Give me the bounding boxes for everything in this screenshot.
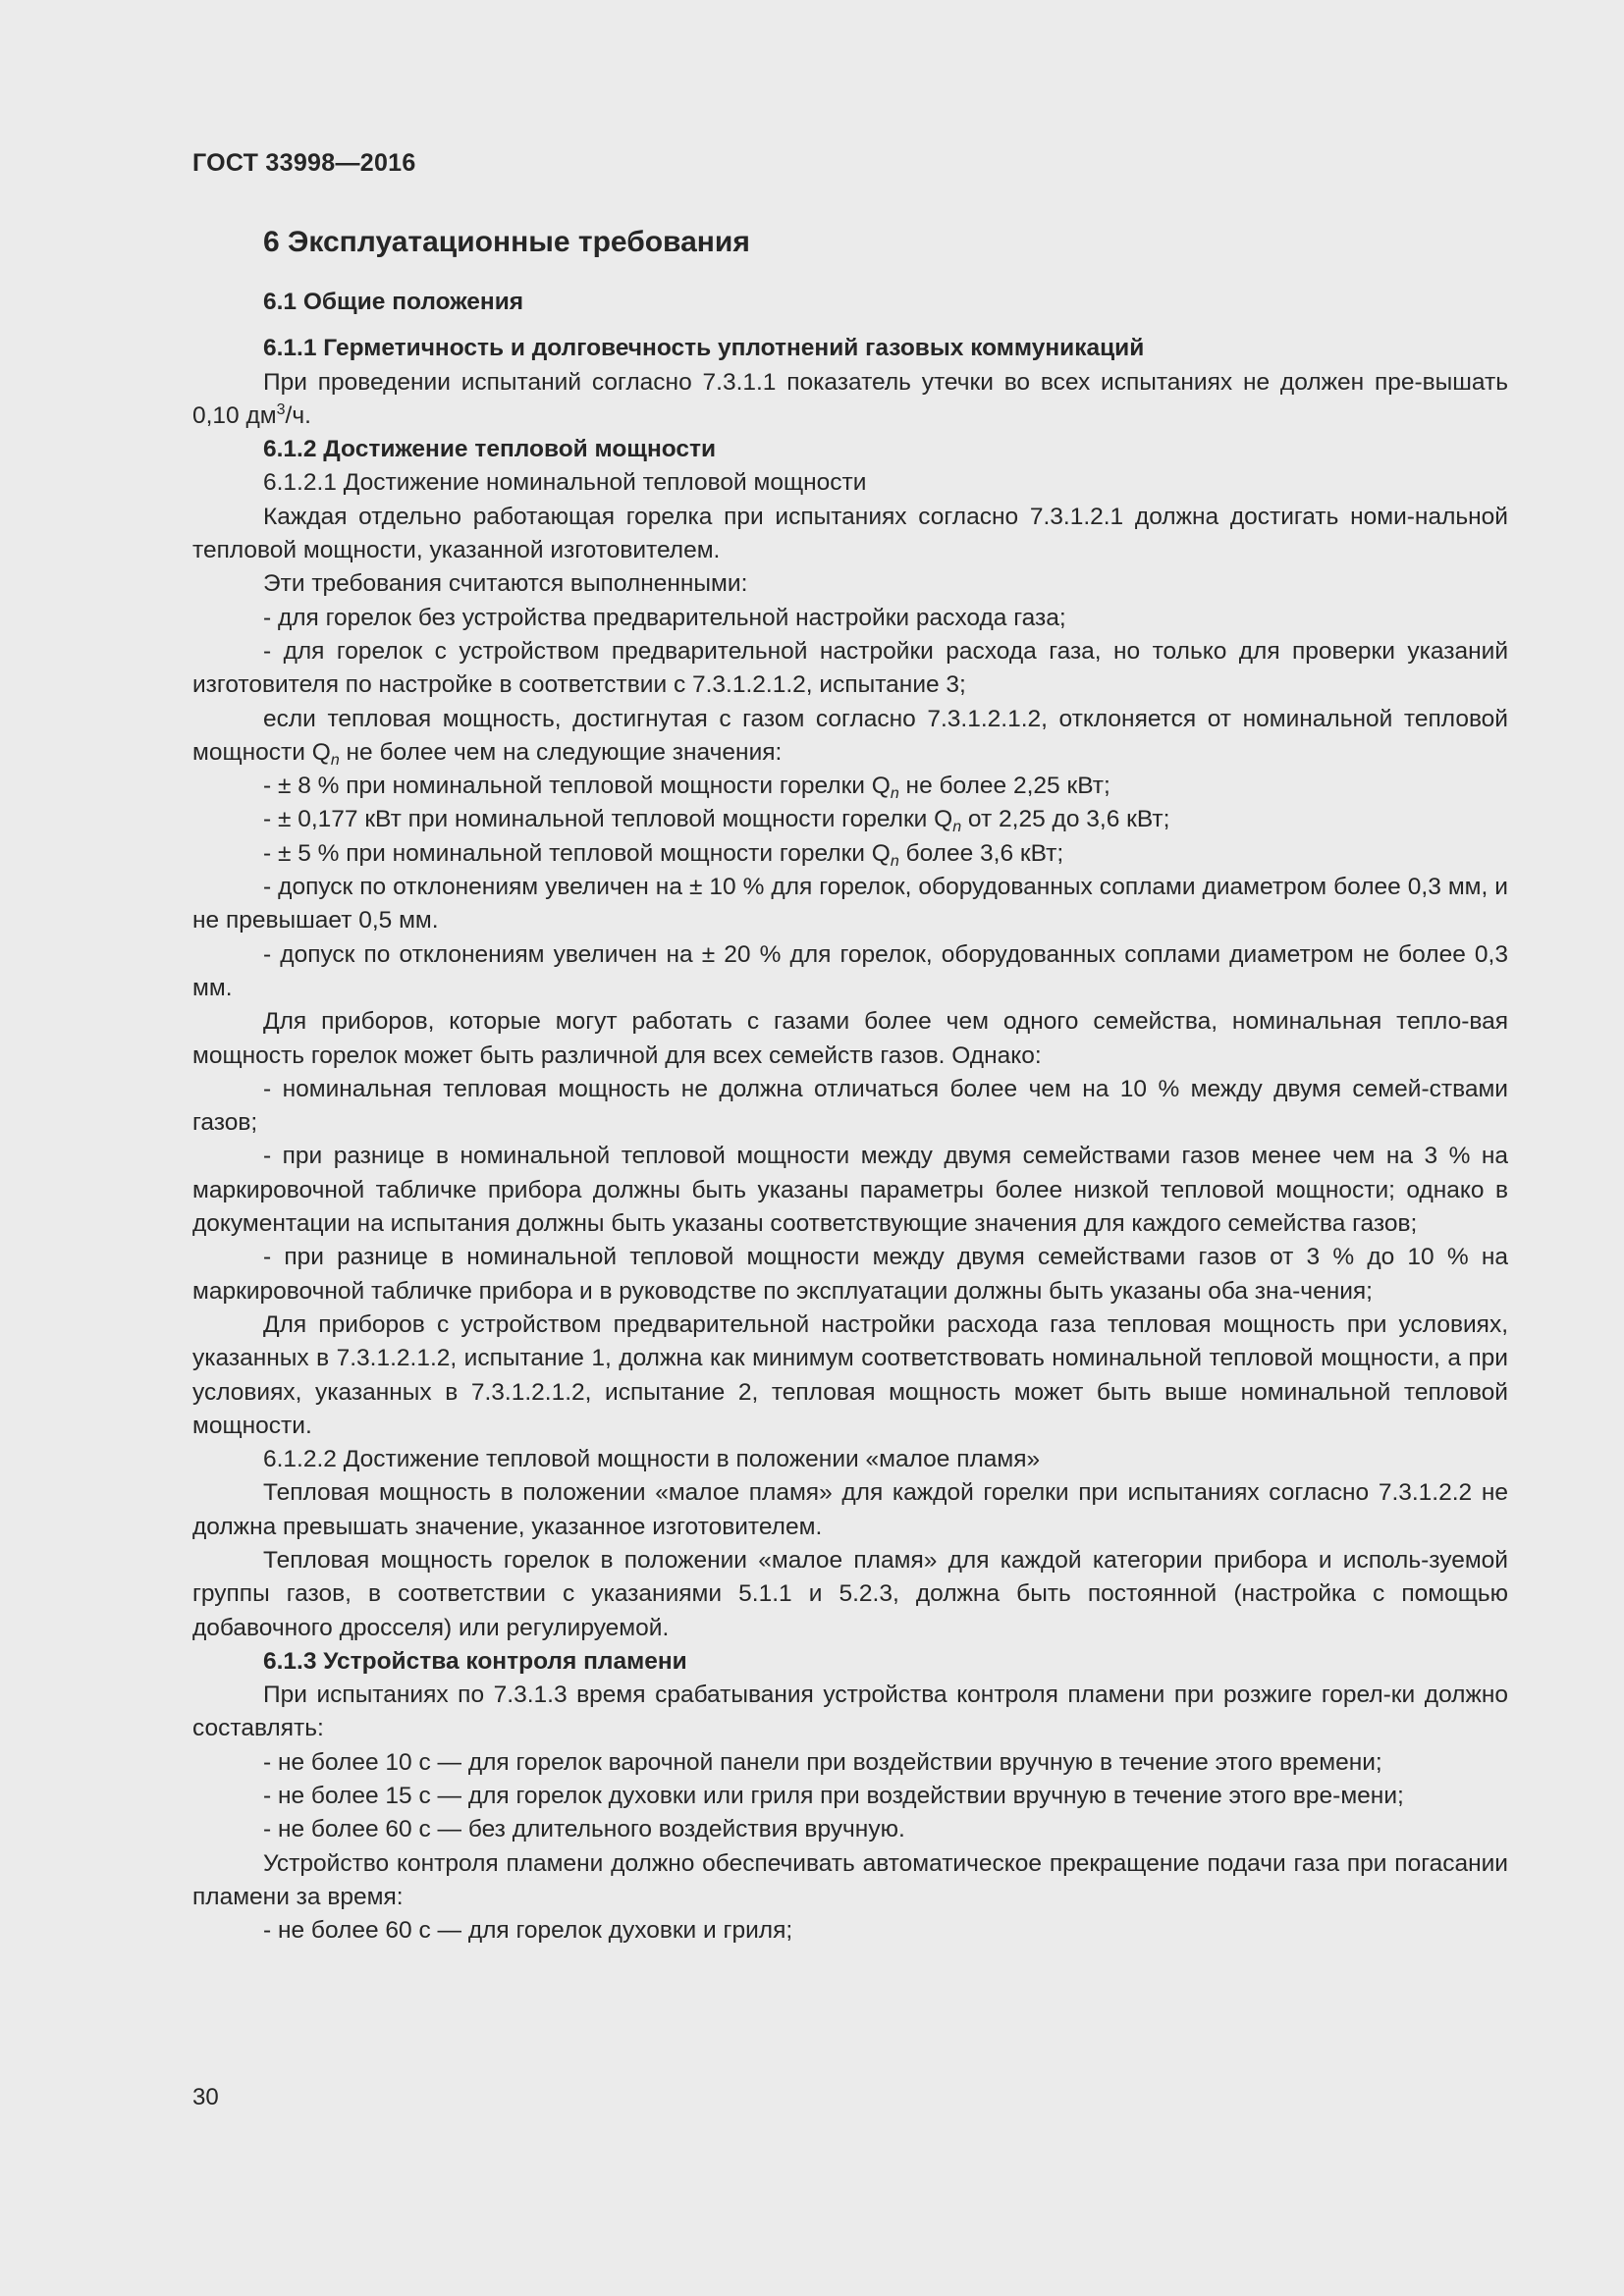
subsection-6-1-title: 6.1 Общие положения: [263, 289, 524, 315]
clause-6-1-2-title: 6.1.2 Достижение тепловой мощности: [263, 436, 717, 463]
list-item: - для горелок с устройством предварительной настройки расхода газа, но только для проверки указаний изготовителя по настройке в соответствии с 7.3.1.2.1.2, испытание 3;: [192, 637, 1508, 699]
paragraph: Эти требования считаются выполненными:: [263, 570, 748, 598]
list-item: - не более 60 с — для горелок духовки и гриля;: [263, 1917, 793, 1945]
clause-6-1-3-title: 6.1.3 Устройства контроля пламени: [263, 1647, 687, 1675]
list-item: - при разнице в номинальной тепловой мощности между двумя семействами газов от 3 % до 10 % на маркировочной табличке прибора и в руководстве по эксплуатации должны быть указаны оба зна-чения;: [192, 1244, 1508, 1305]
list-item: - ± 5 % при номинальной тепловой мощности горелки $Q_n$ более 3,6 кВт;: [263, 839, 1064, 870]
list-item: - при разнице в номинальной тепловой мощности между двумя семействами газов менее чем на 3 % на маркировочной табличке прибора должны быть указаны параметры более низкой тепловой мощности; однако в документации на испытания должны быть указаны соответствующие значения для каждого семейства газов;: [192, 1143, 1508, 1238]
paragraph: Тепловая мощность горелок в положении «малое пламя» для каждой категории прибора и исполь-зуемой группы газов, в соответствии с указаниями 5.1.1 и 5.2.3, должна быть постоянной (настройка с помощью добавочного дросселя) или регулируемой.: [192, 1546, 1508, 1641]
paragraph: При испытаниях по 7.3.1.3 время срабатывания устройства контроля пламени при розжиге горел-ки должно составлять:: [192, 1682, 1508, 1742]
page-number: 30: [192, 2084, 219, 2110]
paragraph: Устройство контроля пламени должно обеспечивать автоматическое прекращение подачи газа при погасании пламени за время:: [192, 1849, 1508, 1910]
clause-6-1-2-2-title: 6.1.2.2 Достижение тепловой мощности в положении «малое пламя»: [263, 1446, 1041, 1473]
paragraph: Для приборов, которые могут работать с газами более чем одного семейства, номинальная тепло-вая мощность горелок может быть различной для всех семейств газов. Однако:: [192, 1008, 1508, 1069]
list-item: - допуск по отклонениям увеличен на ± 10 % для горелок, оборудованных соплами диаметром более 0,3 мм, и не превышает 0,5 мм.: [192, 874, 1508, 934]
list-item: - не более 60 с — без длительного воздействия вручную.: [263, 1816, 905, 1843]
paragraph: При проведении испытаний согласно 7.3.1.1 показатель утечки во всех испытаниях не должен пре-вышать 0,10 $дм^3/ч$.: [192, 368, 1508, 429]
list-item: - номинальная тепловая мощность не должна отличаться более чем на 10 % между двумя семей-ствами газов;: [192, 1075, 1508, 1137]
list-item: - для горелок без устройства предварительной настройки расхода газа;: [263, 604, 1066, 631]
clause-6-1-1-title: 6.1.1 Герметичность и долговечность уплотнений газовых коммуникаций: [263, 335, 1145, 362]
list-item: - не более 10 с — для горелок варочной панели при воздействии вручную в течение этого времени;: [263, 1748, 1382, 1776]
list-item: - ± 8 % при номинальной тепловой мощности горелки $Q_n$ не более 2,25 кВт;: [263, 773, 1110, 803]
page-content: [192, 218, 1508, 1949]
section-6-title: 6 Эксплуатационные требования: [263, 226, 750, 258]
document-code: ГОСТ 33998—2016: [192, 149, 416, 177]
list-item: - не более 15 с — для горелок духовки или гриля при воздействии вручную в течение этого вре-мени;: [263, 1783, 1404, 1810]
paragraph: Для приборов с устройством предварительной настройки расхода газа тепловая мощность при условиях, указанных в 7.3.1.2.1.2, испытание 1, должна как минимум соответствовать номинальной тепловой мощности, а при условиях, указанных в 7.3.1.2.1.2, испытание 2, тепловая мощность может быть выше номинальной тепловой мощности.: [192, 1310, 1508, 1439]
paragraph: Каждая отдельно работающая горелка при испытаниях согласно 7.3.1.2.1 должна достигать номи-нальной тепловой мощности, указанной изготовителем.: [192, 503, 1508, 564]
list-item: - допуск по отклонениям увеличен на ± 20 % для горелок, оборудованных соплами диаметром не более 0,3 мм.: [192, 940, 1508, 1001]
paragraph: Тепловая мощность в положении «малое пламя» для каждой горелки при испытаниях согласно 7.3.1.2.2 не должна превышать значение, указанное изготовителем.: [192, 1479, 1508, 1540]
paragraph: если тепловая мощность, достигнутая с газом согласно 7.3.1.2.1.2, отклоняется от номинальной тепловой мощности $Q_n$ не более чем на следующие значения:: [192, 705, 1508, 769]
clause-6-1-2-1-title: 6.1.2.1 Достижение номинальной тепловой мощности: [263, 469, 867, 497]
list-item: - ± 0,177 кВт при номинальной тепловой мощности горелки $Q_n$ от 2,25 до 3,6 кВт;: [263, 806, 1170, 836]
